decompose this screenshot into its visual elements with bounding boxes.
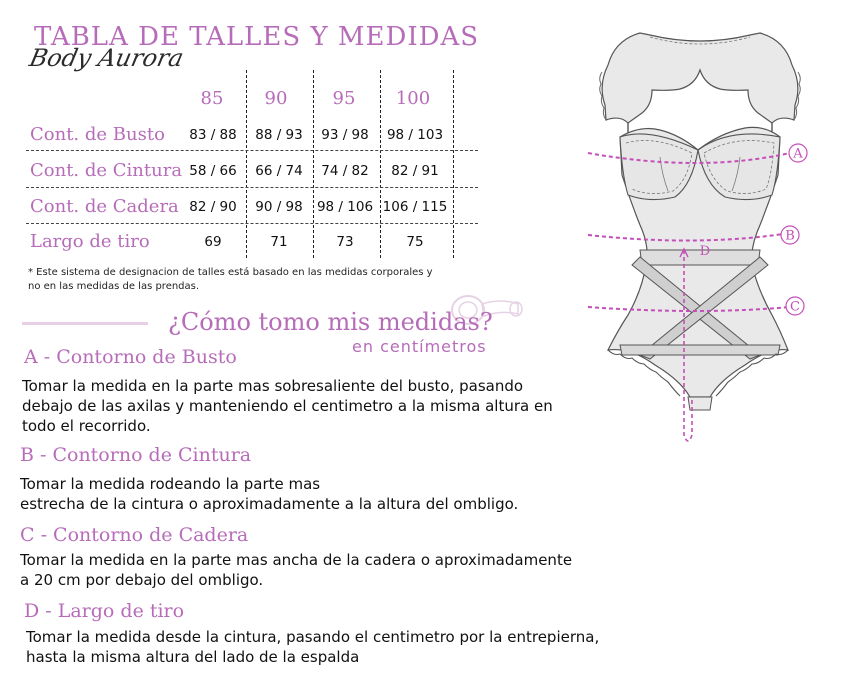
section-c-text: Tomar la medida en la parte mas ancha de la cadera o aproximadamente a 20 cm por debajo del ombligo.	[20, 551, 573, 589]
diagram-label-c: C	[790, 299, 800, 315]
table-cell: 82 / 90	[189, 199, 237, 215]
table-cell: 88 / 93	[255, 127, 303, 143]
table-cell: 98 / 106	[316, 199, 374, 215]
bodysuit-diagram	[580, 25, 820, 455]
table-cell: 106 / 115	[382, 199, 448, 215]
section-d-title: D - Largo de tiro	[24, 600, 185, 622]
product-name: Body Aurora	[27, 44, 187, 72]
table-cell: 75	[406, 234, 424, 250]
howto-title: ¿Cómo tomo mis medidas?	[168, 308, 493, 336]
section-a-title: A - Contorno de Busto	[24, 346, 237, 368]
size-note: * Este sistema de designacion de talles está basado en las medidas corporales y no en las medidas de las prendas.	[28, 267, 433, 292]
table-cell: 98 / 103	[386, 127, 444, 143]
table-cell: 93 / 98	[321, 127, 369, 143]
table-cell: 73	[336, 234, 354, 250]
diagram-label-d: D	[699, 244, 711, 259]
table-cell: 58 / 66	[189, 163, 237, 179]
row-label-busto: Cont. de Busto	[30, 124, 165, 145]
table-cell: 71	[270, 234, 288, 250]
table-cell: 83 / 88	[189, 127, 237, 143]
size-header-100: 100	[395, 88, 431, 109]
table-cell: 69	[204, 234, 222, 250]
size-header-85: 85	[200, 88, 224, 109]
howto-subtitle: en centímetros	[352, 337, 487, 356]
section-b-text: Tomar la medida rodeando la parte mas estrecha de la cintura o aproximadamente a la altura del ombligo.	[20, 475, 519, 513]
page-title: TABLA DE TALLES Y MEDIDAS	[34, 22, 480, 52]
table-cell: 74 / 82	[321, 163, 369, 179]
diagram-label-a: A	[793, 146, 803, 162]
table-cell: 82 / 91	[391, 163, 439, 179]
section-a-text: Tomar la medida en la parte mas sobresaliente del busto, pasando debajo de las axilas y manteniendo el centimetro a la misma altura en todo el recorrido.	[22, 377, 553, 435]
table-cell: 90 / 98	[255, 199, 303, 215]
table-cell: 66 / 74	[255, 163, 303, 179]
table-row-divider	[26, 187, 478, 188]
decorative-divider	[22, 322, 148, 325]
table-row-divider	[26, 150, 478, 151]
table-row-divider	[26, 223, 478, 224]
row-label-largo-tiro: Largo de tiro	[30, 231, 150, 252]
row-label-cadera: Cont. de Cadera	[30, 196, 179, 217]
diagram-label-b: B	[785, 228, 795, 244]
garment-yoke	[602, 33, 798, 123]
section-c-title: C - Contorno de Cadera	[20, 524, 249, 546]
section-d-text: Tomar la medida desde la cintura, pasando el centimetro por la entrepierna, hasta la misma altura del lado de la espalda	[26, 628, 600, 666]
row-label-cintura: Cont. de Cintura	[30, 160, 183, 181]
section-b-title: B - Contorno de Cintura	[20, 444, 252, 466]
size-header-95: 95	[332, 88, 356, 109]
table-column-divider	[453, 70, 454, 258]
size-header-90: 90	[264, 88, 288, 109]
